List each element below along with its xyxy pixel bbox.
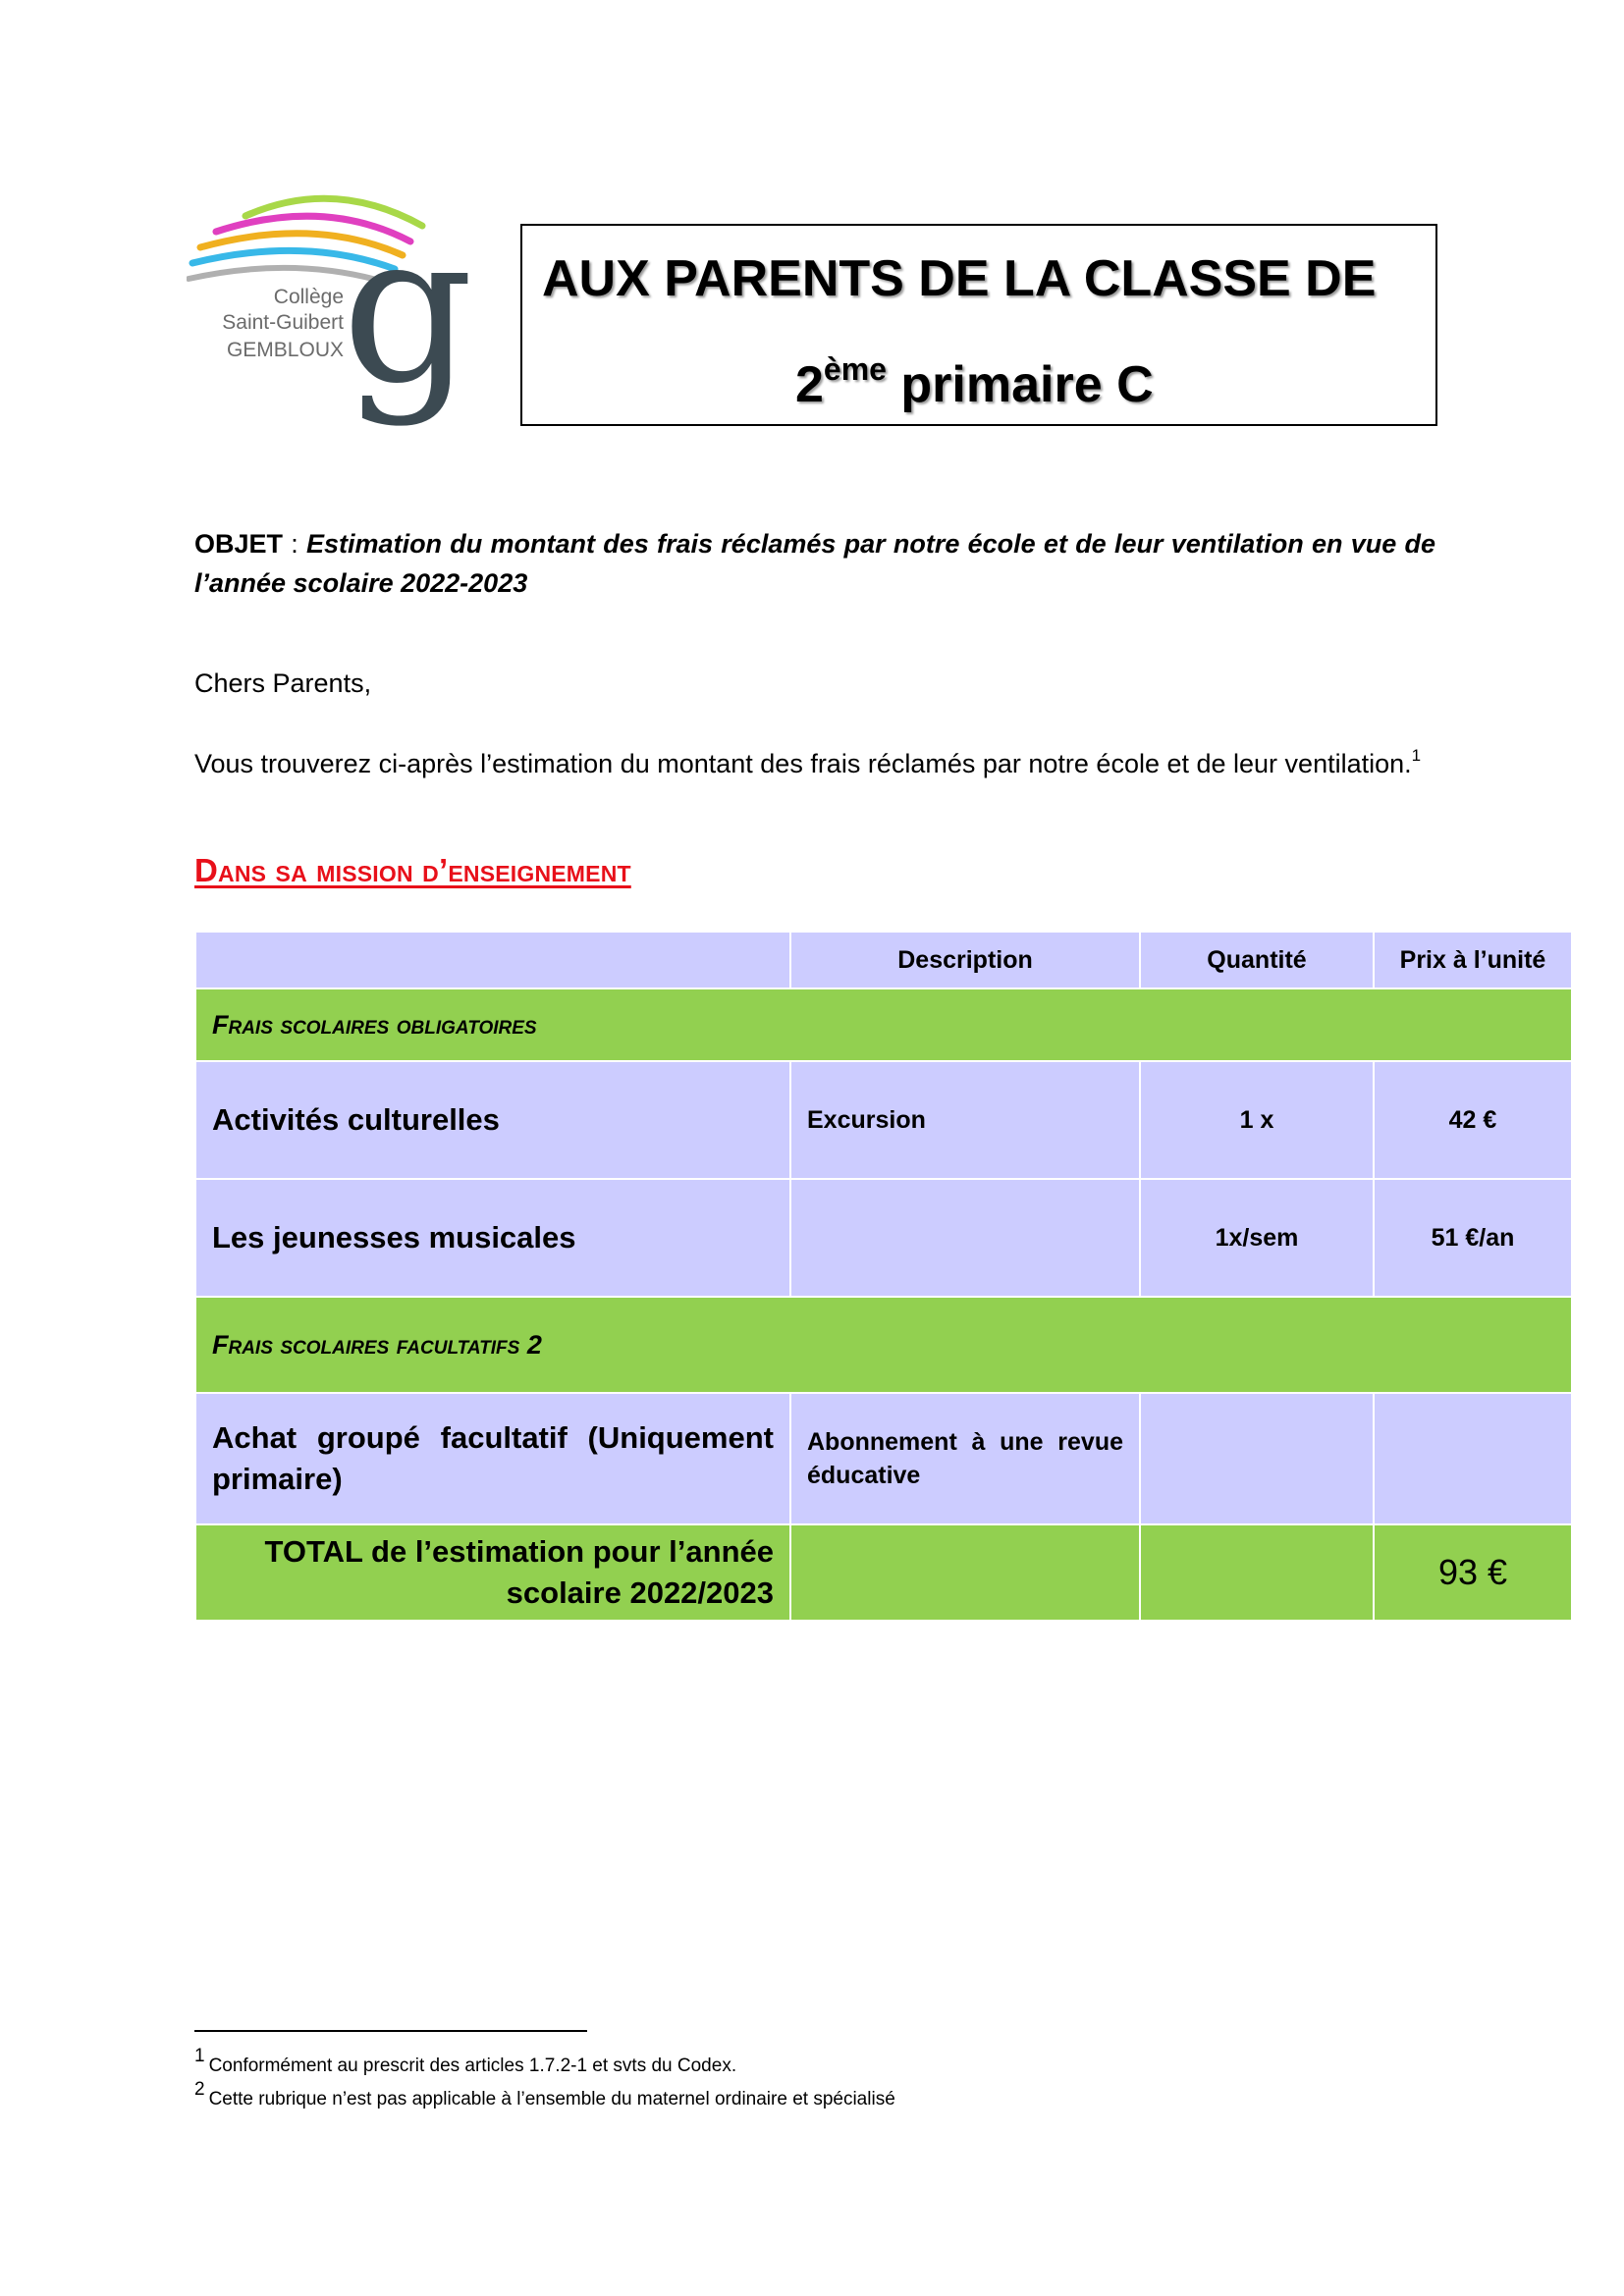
total-label: TOTAL de l’estimation pour l’année scolaire 2022/2023 bbox=[195, 1524, 790, 1621]
title-box bbox=[520, 224, 1437, 426]
total-empty-quantite bbox=[1140, 1524, 1374, 1621]
objet-separator: : bbox=[283, 529, 307, 559]
category-row-obligatoires bbox=[195, 988, 1572, 1061]
row-label: Activités culturelles bbox=[195, 1061, 790, 1179]
footnote-1-number: 1 bbox=[194, 2046, 205, 2066]
title-class-number: 2 bbox=[795, 356, 824, 413]
row-label: Achat groupé facultatif (Uniquement primaire) bbox=[195, 1393, 790, 1524]
objet-paragraph bbox=[194, 524, 1435, 603]
row-prix bbox=[1374, 1393, 1572, 1524]
total-empty-description bbox=[790, 1524, 1140, 1621]
section-title: Dans sa mission d’enseignement bbox=[194, 852, 631, 888]
intro-text: Vous trouverez ci-après l’estimation du montant des frais réclamés par notre école et de leur ventilation. bbox=[194, 749, 1412, 778]
logo-line-3: GEMBLOUX bbox=[226, 339, 344, 361]
row-quantite bbox=[1140, 1393, 1374, 1524]
title-class-rest: primaire C bbox=[886, 356, 1154, 413]
footnote-2 bbox=[194, 2077, 895, 2112]
row-label: Les jeunesses musicales bbox=[195, 1179, 790, 1297]
salutation: Chers Parents, bbox=[194, 668, 372, 698]
total-amount: 93 € bbox=[1374, 1524, 1572, 1621]
category-obligatoires-label: Frais scolaires obligatoires bbox=[195, 988, 1572, 1061]
table-row bbox=[195, 1179, 1572, 1297]
school-logo bbox=[187, 187, 474, 429]
header-empty-cell bbox=[195, 932, 790, 988]
logo-line-1: Collège bbox=[273, 286, 344, 308]
header-quantite: Quantité bbox=[1140, 932, 1374, 988]
footnote-1 bbox=[194, 2044, 736, 2079]
row-description: Excursion bbox=[790, 1061, 1140, 1179]
logo-g-letter: g bbox=[342, 188, 474, 429]
footnote-1-text: Conformément au prescrit des articles 1.7.2-1 et svts du Codex. bbox=[208, 2056, 737, 2076]
table-row bbox=[195, 1393, 1572, 1524]
row-quantite: 1x/sem bbox=[1140, 1179, 1374, 1297]
row-description: Abonnement à une revue éducative bbox=[790, 1393, 1140, 1524]
footnote-ref-1[interactable]: 1 bbox=[1411, 746, 1422, 765]
objet-label: OBJET bbox=[194, 529, 284, 559]
intro-paragraph bbox=[194, 736, 1435, 783]
logo-line-2: Saint-Guibert bbox=[222, 311, 344, 334]
title-line-1: AUX PARENTS DE LA CLASSE DE bbox=[542, 250, 1377, 307]
row-prix: 51 €/an bbox=[1374, 1179, 1572, 1297]
row-description bbox=[790, 1179, 1140, 1297]
category-facultatifs-label: Frais scolaires facultatifs 2 bbox=[195, 1297, 1572, 1393]
table-row bbox=[195, 1061, 1572, 1179]
title-class-sup: ème bbox=[823, 351, 887, 387]
row-quantite: 1 x bbox=[1140, 1061, 1374, 1179]
total-row bbox=[195, 1524, 1572, 1621]
category-row-facultatifs bbox=[195, 1297, 1572, 1393]
header-prix: Prix à l’unité bbox=[1374, 932, 1572, 988]
footnote-separator bbox=[194, 2030, 587, 2032]
table-header-row bbox=[195, 932, 1572, 988]
row-prix: 42 € bbox=[1374, 1061, 1572, 1179]
footnote-2-number: 2 bbox=[194, 2079, 205, 2100]
objet-text: Estimation du montant des frais réclamés par notre école et de leur ventilation en vue de l’année scolaire 2022-2023 bbox=[194, 529, 1435, 598]
footnote-2-text: Cette rubrique n’est pas applicable à l’ensemble du maternel ordinaire et spécialisé bbox=[208, 2089, 895, 2109]
header-description: Description bbox=[790, 932, 1140, 988]
fees-table bbox=[194, 931, 1573, 1622]
title-line-2 bbox=[795, 351, 1154, 414]
